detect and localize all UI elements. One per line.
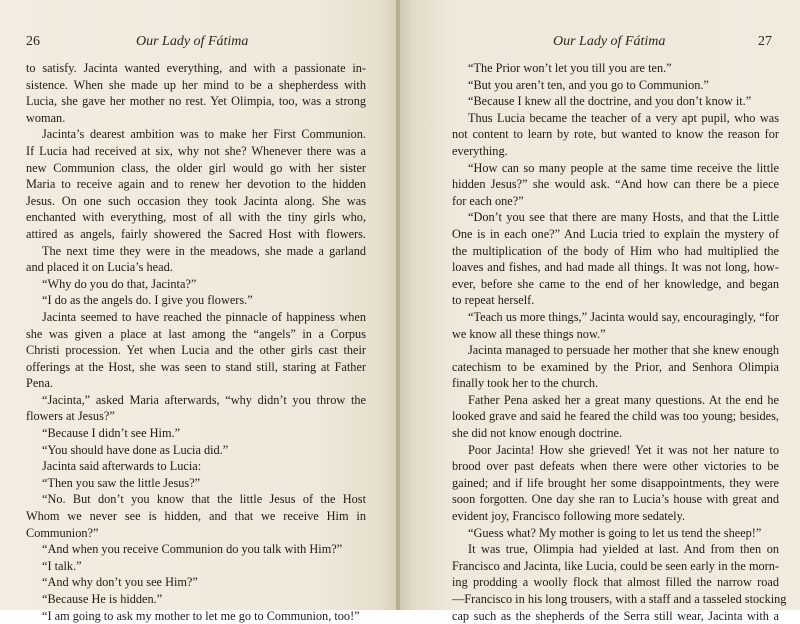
text-line: “I am going to ask my mother to let me go to Communion, too!”	[42, 608, 360, 623]
text-line: “Because I didn’t see Him.”	[42, 426, 181, 441]
text-line: “Why do you do that, Jacinta?”	[42, 276, 197, 291]
book-gutter	[396, 0, 400, 610]
text-line: she was given a place at last among the “angels” in a Corpus	[26, 326, 366, 341]
text-line: “You should have done as Lucia did.”	[42, 442, 229, 457]
text-line: for each one?”	[452, 193, 524, 208]
page-number: 26	[26, 34, 40, 49]
text-line: Communion?”	[26, 525, 99, 540]
text-line: Poor Jacinta! How she grieved! Yet it was not her nature to	[468, 442, 779, 457]
text-line: “Because I knew all the doctrine, and you don’t know it.”	[468, 94, 752, 109]
text-line: to repeat herself.	[452, 293, 535, 308]
text-line: Maria to receive again and to renew her devotion to the hidden	[26, 177, 366, 192]
text-line: “Jacinta,” asked Maria afterwards, “why didn’t you throw the	[42, 392, 366, 407]
text-line: loaves and fishes, and had made all things. It was not long, how-	[452, 260, 779, 275]
text-line: enchanted with everything, most of all with the tiny girls who,	[26, 210, 366, 225]
text-line: Father Pena asked her a great many questions. At the end he	[468, 392, 779, 407]
text-line: Pena.	[26, 376, 53, 391]
text-line: gained; and if life brought her some disappointments, they were	[452, 475, 779, 490]
text-line: new Communion class, the older girl would go with her sister	[26, 160, 366, 175]
running-head: Our Lady of Fátima	[553, 34, 666, 49]
text-line: the multiplication of the body of Him who had multiplied the	[452, 243, 779, 258]
text-line: hidden Jesus?” she would ask. “And how can there be a piece	[452, 177, 779, 192]
right-header	[398, 34, 800, 52]
text-line: she did not know enough doctrine.	[452, 426, 623, 441]
text-line: looked grave and said he feared the child was too young; besides,	[452, 409, 779, 424]
text-line: “The Prior won’t let you till you are ten.”	[468, 61, 672, 75]
text-line: “I do as the angels do. I give you flowers.”	[42, 293, 253, 308]
text-line: Jesus. On one such occasion they took Jacinta along. She was	[26, 193, 366, 208]
text-line: flowers at Jesus?”	[26, 409, 115, 424]
page-body	[26, 60, 366, 624]
left-header	[0, 34, 398, 52]
text-line: One is in each one?” And Lucia tried to explain the mystery of	[452, 226, 779, 241]
text-line: cap such as the shepherds of the Serra still wear, Jacinta with a	[452, 608, 779, 623]
text-line: attired as angels, fairly showered the Sacred Host with flowers.	[26, 226, 366, 241]
text-line: we know all these things now.”	[452, 326, 606, 341]
text-line: “And why don’t you see Him?”	[42, 575, 198, 590]
text-line: ing prodding a woolly flock that almost filled the narrow road	[452, 575, 779, 590]
text-line: Jacinta said afterwards to Lucia:	[42, 459, 202, 474]
text-line: “Don’t you see that there are many Hosts, and that the Little	[468, 210, 779, 225]
text-line: evident joy, Francisco following more sedately.	[452, 509, 686, 524]
text-line: “Then you saw the little Jesus?”	[42, 475, 201, 490]
text-line: to satisfy. Jacinta wanted everything, and with a passionate in-	[26, 61, 366, 75]
page-number: 27	[758, 34, 772, 49]
text-line: “No. But don’t you know that the little Jesus of the Host	[42, 492, 366, 507]
page-body	[452, 60, 787, 624]
text-line: not content to learn by rote, but wanted to know the reason for	[452, 127, 779, 142]
text-line: Jacinta seemed to have reached the pinnacle of happiness when	[42, 309, 366, 324]
text-line: Whom we never see is hidden, and that we receive Him in	[26, 509, 366, 524]
text-line: Thus Lucia became the teacher of a very apt pupil, who was	[468, 110, 779, 125]
text-line: “Guess what? My mother is going to let us tend the sheep!”	[468, 525, 762, 540]
text-line: brood over past defeats when there were other victories to be	[452, 459, 779, 474]
text-line: —Francisco in his long trousers, with a staff and a tasseled stocking	[452, 592, 787, 606]
text-line: woman.	[26, 110, 66, 125]
text-line: “I talk.”	[42, 558, 82, 573]
text-line: The next time they were in the meadows, she made a garland	[42, 243, 366, 258]
text-line: Christi procession. Yet when Lucia and the other girls cast their	[26, 343, 366, 358]
text-line: “Teach us more things,” Jacinta would say, encouragingly, “for	[468, 309, 779, 324]
text-line: “And when you receive Communion do you talk with Him?”	[42, 542, 343, 557]
text-line: Jacinta’s dearest ambition was to make her First Communion.	[42, 127, 366, 142]
text-line: Francisco and Jacinta, like Lucia, could be seen early in the morn-	[452, 558, 779, 573]
text-line: “But you aren’t ten, and you go to Communion.”	[468, 77, 709, 92]
left-page	[0, 0, 398, 623]
text-line: If Lucia had received at six, why not she? Whenever there was a	[26, 143, 366, 158]
text-line: ever, before she came to the end of her knowledge, and began	[452, 276, 779, 291]
right-page	[398, 0, 800, 623]
text-line: catechism to be examined by the Prior, and Senhora Olimpia	[452, 359, 779, 374]
text-line: “Because He is hidden.”	[42, 592, 163, 606]
text-line: Jacinta managed to persuade her mother that she knew enough	[468, 343, 779, 358]
text-line: offerings at the Host, she was seen to stand still, staring at Father	[26, 359, 366, 374]
text-line: everything.	[452, 143, 508, 158]
text-line: sistence. When she made up her mind to be a shepherdess with	[26, 77, 366, 92]
text-line: finally took her to the church.	[452, 376, 599, 391]
text-line: “How can so many people at the same time receive the little	[468, 160, 779, 175]
text-line: Lucia, she gave her mother no rest. Yet Olimpia, too, was a strong	[26, 94, 366, 109]
text-line: soon forgotten. One day she ran to Lucia’s house with great and	[452, 492, 779, 507]
running-head: Our Lady of Fátima	[136, 34, 249, 49]
text-line: and placed it on Lucia’s head.	[26, 260, 173, 275]
text-line: It was true, Olimpia had yielded at last. And from then on	[468, 542, 779, 557]
